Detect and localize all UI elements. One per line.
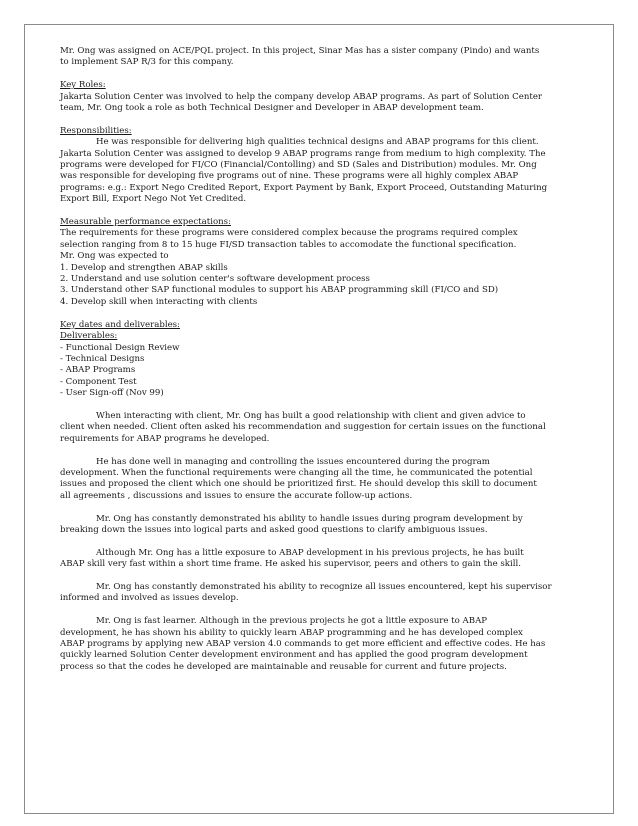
body-paragraph	[60, 411, 578, 445]
text-line: all agreements , discussions and issues to ensure the accurate follow-up actions.	[60, 490, 413, 501]
text-line: quickly learned Solution Center development environment and has applied the good program development	[60, 650, 528, 661]
text-line: client when needed. Client often asked his recommendation and suggestion for certain issues on the functional	[60, 422, 546, 433]
text-line: informed and involved as issues develop.	[60, 593, 239, 604]
section-heading: Measurable performance expectations:	[60, 217, 231, 228]
list-item: 4. Develop skill when interacting with clients	[60, 296, 258, 307]
body-paragraph	[60, 616, 578, 673]
text-line: development. When the functional requirements were changing all the time, he communicated the potential	[60, 467, 533, 478]
key-dates-section	[60, 320, 578, 400]
text-line: Mr. Ong is fast learner. Although in the previous projects he got a little exposure to ABAP	[96, 616, 488, 627]
intro-paragraph	[60, 46, 578, 69]
text-line: requirements for ABAP programs he developed.	[60, 433, 270, 444]
text-line: Although Mr. Ong has a little exposure to ABAP development in his previous projects, he has built	[96, 547, 524, 558]
list-item: 3. Understand other SAP functional modules to support his ABAP programming skill (FI/CO and SD)	[60, 285, 499, 296]
body-paragraph	[60, 457, 578, 503]
text-line: Export Bill, Export Nego Not Yet Credited.	[60, 194, 247, 205]
text-line: to implement SAP R/3 for this company.	[60, 57, 234, 68]
text-line: Jakarta Solution Center was involved to help the company develop ABAP programs. As part of Solution Center	[60, 91, 543, 102]
measurable-section	[60, 217, 578, 308]
text-line: issues and proposed the client which one should be prioritized first. He should develop this skill to document	[60, 479, 537, 490]
list-item: - Functional Design Review	[60, 342, 180, 353]
text-line: Mr. Ong was assigned on ACE/PQL project. In this project, Sinar Mas has a sister company (Pindo) and wants	[60, 46, 540, 56]
text-line: programs were developed for FI/CO (Financial/Contolling) and SD (Sales and Distribution) modules. Mr. Ong	[60, 160, 537, 171]
text-line: Mr. Ong has constantly demonstrated his ability to handle issues during program development by	[96, 513, 523, 524]
text-line: process so that the codes he developed are maintainable and reusable for current and future projects.	[60, 661, 507, 672]
list-item: - Technical Designs	[60, 353, 145, 364]
section-heading: Key Roles:	[60, 80, 106, 91]
section-heading: Responsibilities:	[60, 125, 132, 136]
body-paragraph	[60, 514, 578, 537]
key-roles-section	[60, 80, 578, 114]
text-line: development, he has shown his ability to quickly learn ABAP programming and he has developed complex	[60, 627, 523, 638]
list-item: - User Sign-off (Nov 99)	[60, 388, 164, 399]
list-item: 1. Develop and strengthen ABAP skills	[60, 262, 228, 273]
text-line: was responsible for developing five programs out of nine. These programs were all highly complex ABAP	[60, 171, 519, 182]
text-line: team, Mr. Ong took a role as both Technical Designer and Developer in ABAP development team.	[60, 103, 484, 114]
text-line: ABAP programs by applying new ABAP version 4.0 commands to get more efficient and effective codes. He has	[60, 638, 546, 649]
list-item: 2. Understand and use solution center's software development process	[60, 274, 370, 285]
list-item: - ABAP Programs	[60, 365, 136, 376]
text-line: breaking down the issues into logical parts and asked good questions to clarify ambiguous issues.	[60, 524, 488, 535]
text-line: He was responsible for delivering high qualities technical designs and ABAP programs for this client.	[96, 137, 539, 148]
section-heading: Key dates and deliverables:	[60, 319, 180, 330]
responsibilities-section	[60, 126, 578, 206]
text-line: Jakarta Solution Center was assigned to develop 9 ABAP programs range from medium to high complexity. The	[60, 148, 546, 159]
text-line: Mr. Ong was expected to	[60, 251, 169, 262]
list-item: - Component Test	[60, 376, 137, 387]
text-line: When interacting with client, Mr. Ong has built a good relationship with client and given advice to	[96, 410, 526, 421]
body-paragraph	[60, 582, 578, 605]
text-line: selection ranging from 8 to 15 huge FI/SD transaction tables to accomodate the functional specification.	[60, 239, 517, 250]
text-line: He has done well in managing and controlling the issues encountered during the program	[96, 456, 490, 467]
text-line: The requirements for these programs were considered complex because the programs required complex	[60, 228, 518, 239]
subsection-heading: Deliverables:	[60, 331, 118, 342]
body-paragraph	[60, 548, 578, 571]
document-body	[60, 46, 578, 673]
text-line: programs: e.g.: Export Nego Credited Report, Export Payment by Bank, Export Proceed, Outstanding Maturing	[60, 182, 548, 193]
text-line: Mr. Ong has constantly demonstrated his ability to recognize all issues encountered, kept his supervisor	[96, 581, 552, 592]
text-line: ABAP skill very fast within a short time frame. He asked his supervisor, peers and others to gain the skill.	[60, 559, 521, 570]
